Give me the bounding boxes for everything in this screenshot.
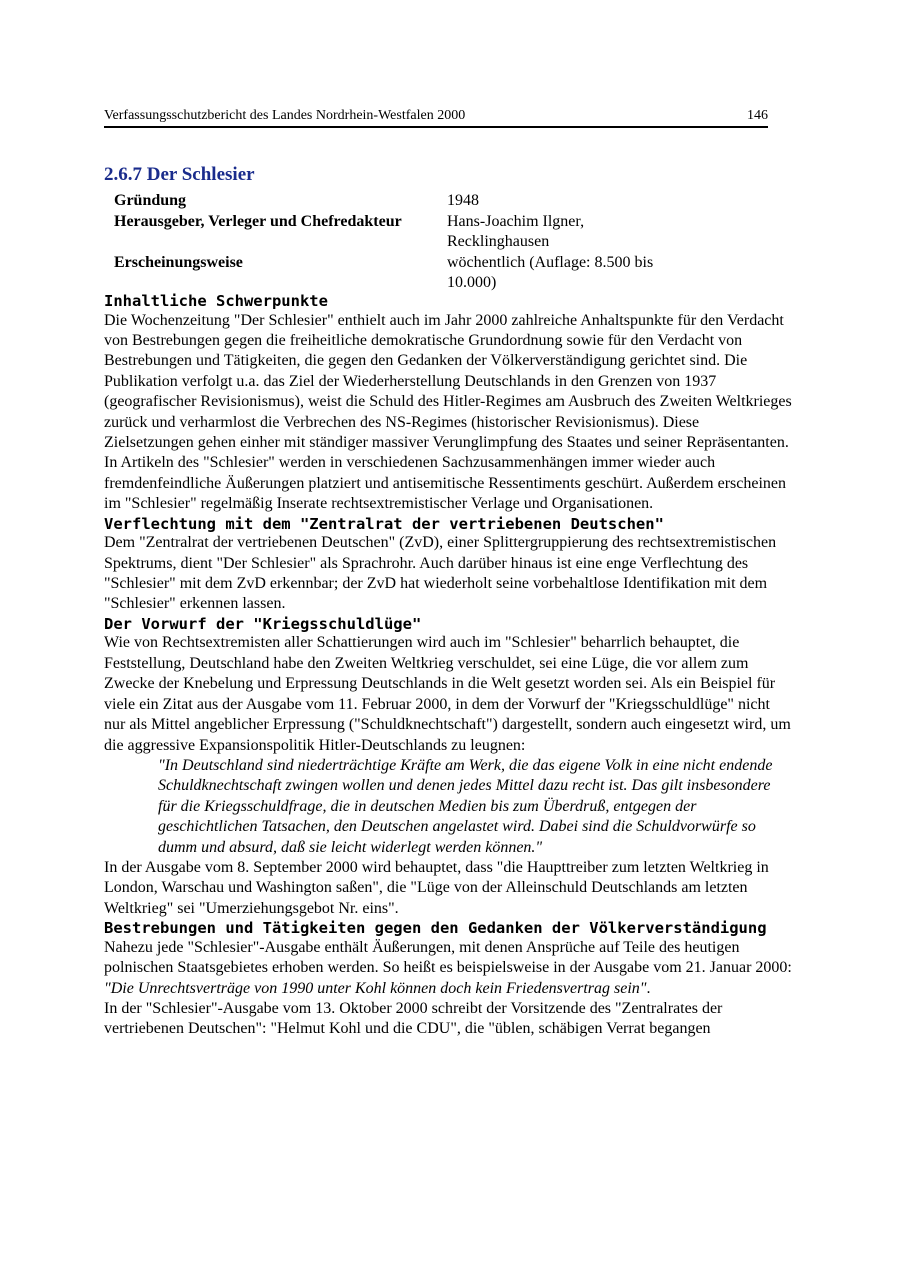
body-content — [104, 292, 792, 1040]
meta-table — [114, 191, 774, 294]
meta-row-frequency — [114, 253, 774, 294]
header-title: Verfassungsschutzbericht des Landes Nordrhein-Westfalen 2000 — [104, 108, 466, 123]
paragraph-verflechtung: Dem "Zentralrat der vertriebenen Deutschen" (ZvD), einer Splittergruppierung des rechtsextremistischen Spektrums, dient "Der Schlesier" als Sprachrohr. Auch darüber hinaus ist eine enge Verflechtung des "Schlesier" mit dem ZvD erkennbar; der ZvD hat wiederholt seine vorbehaltlose Identifikation mit dem "Schlesier" erkennen lassen. — [104, 534, 777, 613]
heading-inhalt: Inhaltliche Schwerpunkte — [104, 292, 328, 310]
block-quote: "In Deutschland sind niederträchtige Kräfte am Werk, die das eigene Volk in eine nicht endende Schuldknechtschaft zwingen wollen und denen jedes Mittel dazu recht ist. Das gilt insbesondere für die Kriegsschuldfrage, die in deutschen Medien bis zum Überdruß, entgegen der geschichtlichen Tatsachen, den Deutschen angelastet wird. Dabei sind die Schuldvorwürfe so dumm und absurd, daß sie leicht widerlegt werden können." — [158, 756, 773, 856]
paragraph-text: Nahezu jede "Schlesier"-Ausgabe enthält Äußerungen, mit denen Ansprüche auf Teile des heutigen polnischen Staatsgebietes erhoben werden. So heißt es beispielsweise in der Ausgabe vom 21. Januar 2000: — [104, 938, 792, 977]
paragraph-vorwurf-after: In der Ausgabe vom 8. September 2000 wird behauptet, dass "die Haupttreiber zum letzten Weltkrieg in London, Warschau und Washington saßen", die "Lüge von der Alleinschuld Deutschlands am letzten Weltkrieg" sei "Umerziehungsgebot Nr. eins". — [104, 858, 769, 917]
paragraph-inhalt: Die Wochenzeitung "Der Schlesier" enthielt auch im Jahr 2000 zahlreiche Anhaltspunkte für den Verdacht von Bestrebungen gegen die freiheitliche demokratische Grundordnung sowie für den Verdacht von Bestrebungen und Tätigkeiten, die gegen den Gedanken der Völkerverständigung gerichtet sind. Die Publikation verfolgt u.a. das Ziel der Wiederherstellung Deutschlands in den Grenzen von 1937 (geografischer Revisionismus), weist die Schuld des Hitler-Regimes am Ausbruch des Zweiten Weltkrieges zurück und verharmlost die Verbrechen des NS-Regimes (historischer Revisionismus). Diese Zielsetzungen gehen einher mit ständiger massiver Verunglimpfung des Staates und seiner Repräsentanten. In Artikeln des "Schlesier" werden in verschiedenen Sachzusammenhängen immer wieder auch fremdenfeindliche Äußerungen platziert und antisemitische Ressentiments geschürt. Außerdem erscheinen im "Schlesier" regelmäßig Inserate rechtsextremistischer Verlage und Organisationen. — [104, 311, 792, 513]
meta-value: wöchentlich (Auflage: 8.500 bis 10.000) — [447, 253, 654, 291]
paragraph-end: . — [646, 979, 651, 997]
page-number: 146 — [747, 108, 768, 123]
meta-label: Erscheinungsweise — [114, 253, 243, 271]
heading-bestrebungen: Bestrebungen und Tätigkeiten gegen den Gedanken der Völkerverständigung — [104, 919, 767, 938]
meta-row-publisher — [114, 212, 774, 253]
meta-value: 1948 — [447, 192, 479, 209]
meta-label: Herausgeber, Verleger und Chefredakteur — [114, 212, 402, 230]
meta-label: Gründung — [114, 192, 187, 209]
heading-verflechtung: Verflechtung mit dem "Zentralrat der vertriebenen Deutschen" — [104, 514, 664, 533]
paragraph-last: In der "Schlesier"-Ausgabe vom 13. Oktober 2000 schreibt der Vorsitzende des "Zentralrates der vertriebenen Deutschen": "Helmut Kohl und die CDU", die "üblen, schäbigen Verrat begangen — [104, 999, 723, 1038]
paragraph-vorwurf: Wie von Rechtsextremisten aller Schattierungen wird auch im "Schlesier" beharrlich behauptet, die Feststellung, Deutschland habe den Zweiten Weltkrieg verschuldet, sei eine Lüge, die vor allem zum Zwecke der Knebelung und Erpressung Deutschlands in die Welt gesetzt worden sei. Als ein Beispiel für viele ein Zitat aus der Ausgabe vom 11. Februar 2000, in dem der Vorwurf der "Kriegsschuldlüge" nicht nur als Mittel angeblicher Erpressung ("Schuldknechtschaft") dargestellt, sondern auch eingesetzt wird, um die aggressive Expansionspolitik Hitler-Deutschlands zu leugnen: — [104, 634, 791, 754]
inline-quote: "Die Unrechtsverträge von 1990 unter Kohl können doch kein Friedensvertrag sein" — [104, 979, 647, 997]
meta-row-founding — [114, 191, 774, 212]
meta-value: Hans-Joachim Ilgner, Recklinghausen — [447, 212, 585, 250]
page-header — [104, 107, 768, 128]
heading-vorwurf: Der Vorwurf der "Kriegsschuldlüge" — [104, 614, 422, 633]
paragraph-bestrebungen — [104, 938, 792, 999]
section-title: 2.6.7 Der Schlesier — [104, 164, 255, 185]
